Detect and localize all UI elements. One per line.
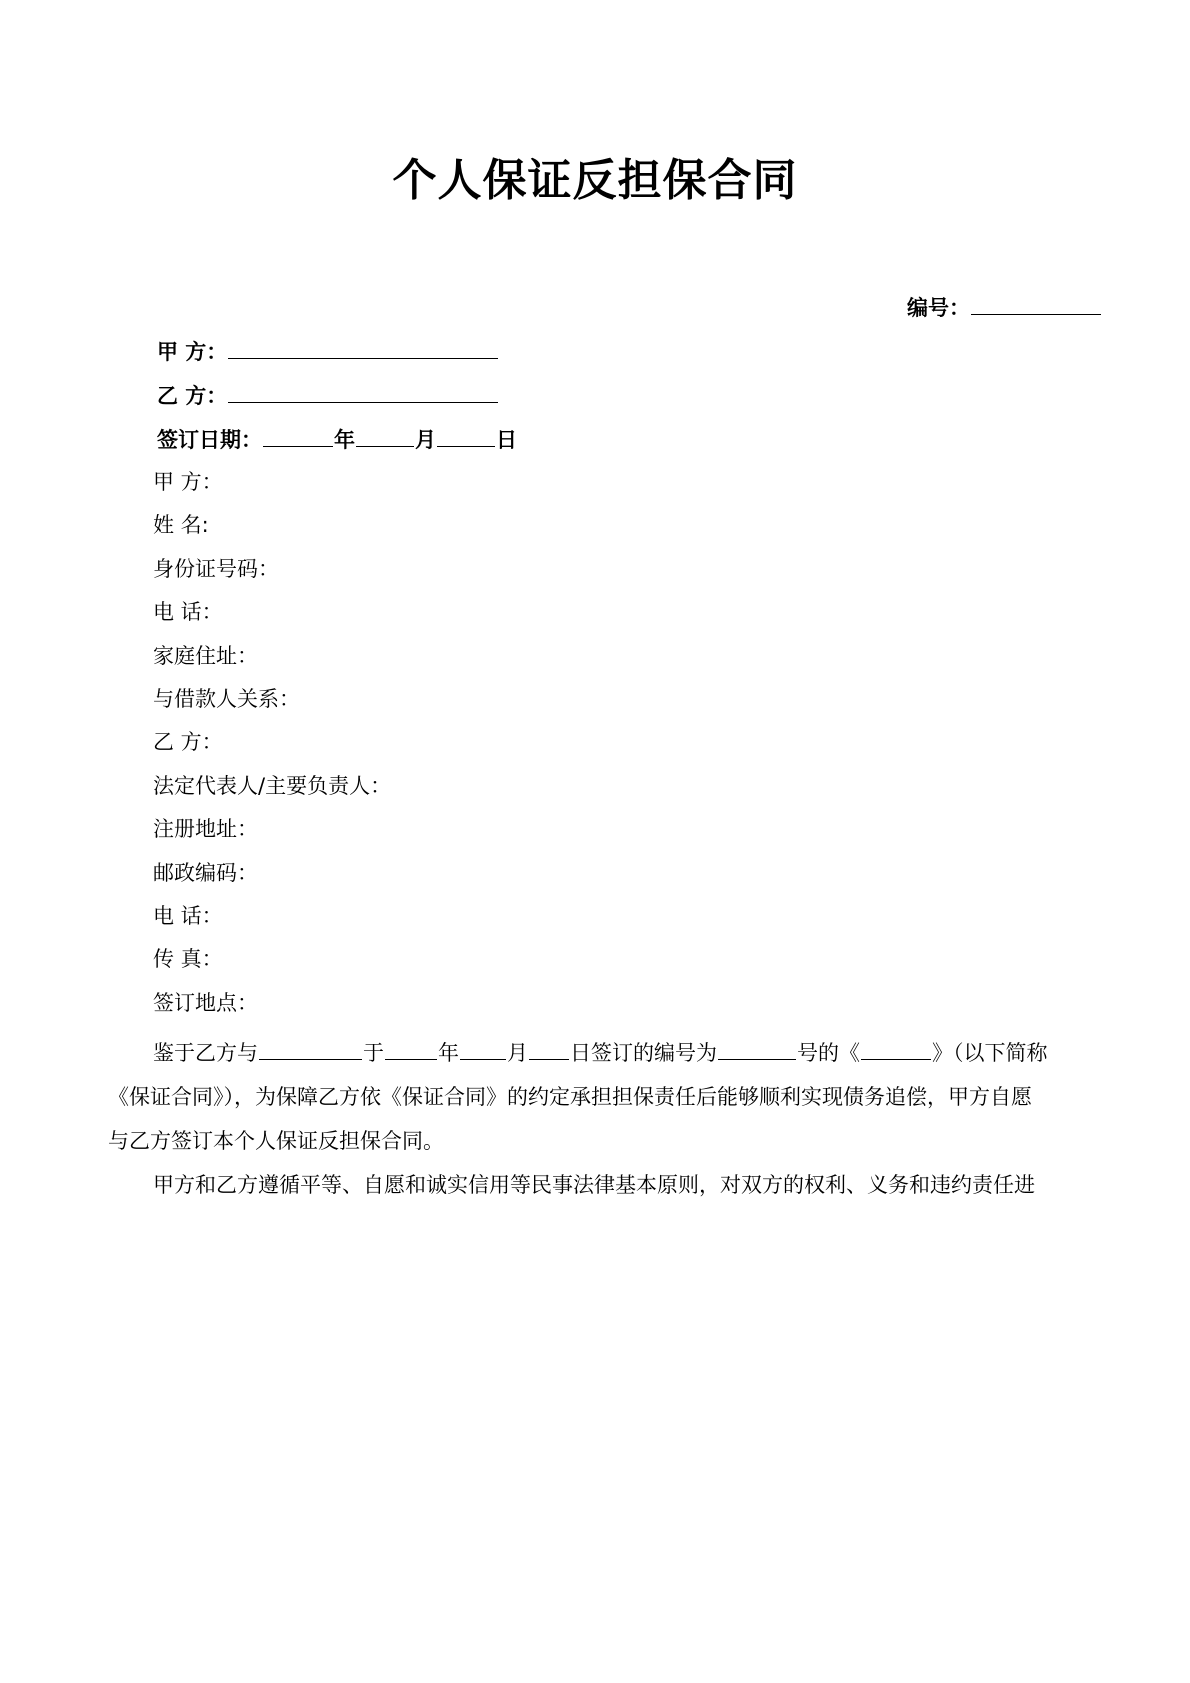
- party-a-blank[interactable]: [228, 338, 498, 359]
- principles-line-1: 甲方和乙方遵循平等、自愿和诚实信用等民事法律基本原则，对双方的权利、义务和违约责任进: [153, 1173, 1035, 1197]
- sign-date-line: [157, 425, 517, 455]
- recital-blank-number[interactable]: [718, 1039, 796, 1060]
- field-registered-address: 注册地址：: [153, 817, 258, 842]
- field-fax: 传 真：: [153, 947, 223, 972]
- month-blank[interactable]: [356, 426, 414, 447]
- paragraph-recital: [108, 1031, 1092, 1163]
- party-b-label: 乙 方：: [157, 384, 228, 408]
- field-relation: 与借款人关系：: [153, 686, 300, 711]
- field-phone-b: 电 话：: [153, 903, 223, 928]
- recital-blank-year[interactable]: [385, 1039, 437, 1060]
- recital-text: 月: [507, 1041, 528, 1065]
- recital-blank-party[interactable]: [259, 1039, 362, 1060]
- recital-blank-month[interactable]: [460, 1039, 506, 1060]
- day-blank[interactable]: [437, 426, 495, 447]
- field-postal-code: 邮政编码：: [153, 860, 258, 885]
- year-label: 年: [334, 428, 355, 452]
- party-info-fields: [153, 460, 391, 1024]
- field-phone-a: 电 话：: [153, 600, 223, 625]
- contract-number-label: 编号：: [907, 296, 970, 320]
- field-party-b: 乙 方：: [153, 730, 223, 755]
- recital-text: 年: [438, 1041, 459, 1065]
- month-label: 月: [415, 428, 436, 452]
- paragraph-principles: [108, 1163, 1092, 1207]
- recital-line-2: 《保证合同》），为保障乙方依《保证合同》的约定承担担保责任后能够顺利实现债务追偿，甲方自愿: [108, 1085, 1032, 1109]
- recital-text: 号的《: [797, 1041, 860, 1065]
- field-legal-rep: 法定代表人/主要负责人：: [153, 773, 392, 798]
- field-party-a: 甲 方：: [153, 470, 223, 494]
- recital-text: 》（以下简称: [932, 1041, 1048, 1065]
- recital-text: 鉴于乙方与: [153, 1041, 258, 1065]
- party-a-line: [157, 337, 499, 367]
- contract-number-blank[interactable]: [971, 294, 1101, 315]
- party-b-blank[interactable]: [228, 382, 498, 403]
- field-name: 姓 名:: [153, 513, 209, 538]
- field-id-number: 身份证号码：: [153, 556, 279, 581]
- recital-line-3: 与乙方签订本个人保证反担保合同。: [108, 1129, 444, 1153]
- recital-text: 于: [363, 1041, 384, 1065]
- day-label: 日: [496, 428, 517, 452]
- sign-date-label: 签订日期：: [157, 428, 262, 452]
- party-a-label: 甲 方：: [157, 340, 228, 364]
- party-b-line: [157, 381, 499, 411]
- contract-number: [907, 293, 1102, 323]
- recital-text: 日签订的编号为: [570, 1041, 717, 1065]
- recital-line-1: [108, 1031, 1092, 1075]
- document-title: 个人保证反担保合同: [392, 155, 798, 206]
- recital-blank-contract[interactable]: [861, 1039, 931, 1060]
- year-blank[interactable]: [263, 426, 333, 447]
- field-home-address: 家庭住址：: [153, 643, 258, 668]
- recital-blank-day[interactable]: [529, 1039, 569, 1060]
- field-sign-place: 签订地点：: [153, 990, 258, 1015]
